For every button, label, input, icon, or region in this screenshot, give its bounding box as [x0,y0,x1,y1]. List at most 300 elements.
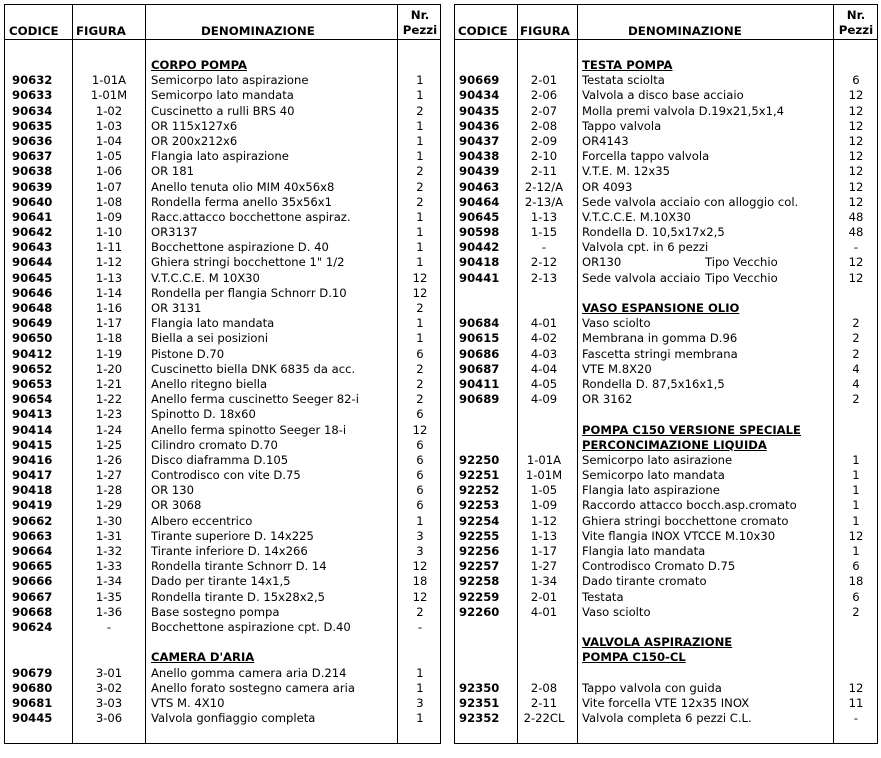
figure-ref: 4-01 [530,604,558,619]
part-quantity: 12 [848,103,864,118]
part-code: 90411 [459,376,500,391]
figure-ref: 4-02 [530,331,558,346]
part-description: V.T.C.C.E. M 10X30 [151,270,260,285]
table-row [455,119,877,134]
parts-table-left [4,4,441,744]
table-row [5,180,440,195]
table-row [455,392,877,407]
part-quantity: 12 [412,589,428,604]
part-description: Pistone D.70 [151,346,225,361]
figure-ref: 1-11 [95,240,123,255]
spacer-row [455,407,877,422]
figure-ref: 1-19 [95,346,123,361]
part-quantity: 3 [416,528,424,543]
part-description: OR 130 [151,483,194,498]
table-row [5,347,440,362]
part-description: Ghiera stringi bocchettone 1" 1/2 [151,255,345,270]
figure-ref: 2-22CL [523,711,565,726]
figure-ref: - [541,240,547,255]
table-row [5,438,440,453]
part-code: 90684 [459,316,500,331]
part-quantity: 6 [416,437,424,452]
part-quantity: 2 [416,103,424,118]
spacer-row [455,666,877,681]
part-description: Anello ferma spinotto Seeger 18-i [151,422,347,437]
part-code: 90653 [12,376,53,391]
part-code: 90679 [12,665,53,680]
figure-ref: 1-16 [95,301,123,315]
part-description: Testata sciolta [582,73,665,88]
header-nr-pezzi: Nr. Pezzi [838,8,874,37]
part-description: Vaso sciolto [582,604,651,619]
part-quantity: 6 [416,346,424,361]
part-description: Semicorpo lato mandata [582,468,725,483]
part-code: 90416 [12,452,53,467]
part-code: 90438 [459,149,500,164]
part-note: Tipo Vecchio [705,255,778,270]
part-code: 90686 [459,346,500,361]
part-quantity: 4 [852,361,860,376]
part-code: 92260 [459,604,500,619]
part-description: VTE M.8X20 [582,361,652,376]
part-quantity: 1 [416,711,424,726]
part-quantity: 12 [848,680,864,695]
table-row [455,134,877,149]
part-code: 92252 [459,483,500,498]
figure-ref: 1-31 [95,528,123,543]
part-description: OR4143 [582,133,629,148]
part-code: 90415 [12,437,53,452]
figure-ref: 1-12 [95,255,123,270]
part-quantity: 2 [852,346,860,361]
part-quantity: 1 [416,240,424,255]
figure-ref: 1-05 [530,483,558,498]
figure-ref: 4-05 [530,376,558,391]
table-row [5,225,440,240]
table-row [455,590,877,605]
part-description: Anello ritegno biella [151,376,268,391]
table-row [5,286,440,301]
table-row [455,377,877,392]
part-description: Sede valvola acciaio [582,270,701,285]
figure-ref: 2-07 [530,103,558,118]
part-code: 90437 [459,133,500,148]
part-quantity: 48 [848,225,864,240]
figure-ref: 1-02 [95,103,123,118]
figure-ref: 1-09 [95,209,123,224]
part-description: Membrana in gomma D.96 [582,331,738,346]
part-code: 92256 [459,544,500,558]
spacer-row [455,620,877,635]
table-row [5,255,440,270]
part-code: 90639 [12,179,53,194]
table-row [5,681,440,696]
part-code: 90417 [12,468,53,483]
part-quantity: 6 [852,559,860,574]
figure-ref: 1-01M [90,88,128,103]
part-description: Flangia lato aspirazione [151,149,289,164]
figure-ref: 1-03 [95,118,123,133]
part-quantity: - [853,240,859,255]
part-description: Bocchettone aspirazione cpt. D.40 [151,619,351,634]
section-title [455,650,877,665]
part-code: 92253 [459,498,500,513]
table-row [455,347,877,362]
part-quantity: 12 [412,422,428,437]
table-row [5,316,440,331]
part-code: 90434 [459,88,500,103]
table-row [5,574,440,589]
figure-ref: 1-07 [95,179,123,194]
part-description: Valvola a disco base acciaio [582,88,744,103]
part-description: Semicorpo lato asirazione [582,452,733,467]
figure-ref: 1-26 [95,452,123,467]
table-row [455,104,877,119]
part-description: Valvola cpt. in 6 pezzi [582,240,709,255]
figure-ref: 1-18 [95,331,123,346]
table-row [455,605,877,620]
part-code: 90624 [12,619,53,634]
figure-ref: 4-01 [530,316,558,331]
table-row [455,271,877,286]
figure-ref: 1-28 [95,483,123,498]
part-code: 92251 [459,468,500,483]
part-code: 90445 [12,711,53,726]
part-code: 90442 [459,240,500,255]
figure-ref: 2-01 [530,589,558,604]
part-quantity: 3 [416,544,424,558]
figure-ref: 1-09 [530,498,558,513]
table-row [5,544,440,559]
figure-ref: 1-27 [95,468,123,483]
figure-ref: 1-17 [95,316,123,331]
part-code: 90413 [12,407,53,422]
part-quantity: 1 [416,680,424,695]
part-quantity: - [853,711,859,726]
part-code: 90668 [12,604,53,619]
table-row [455,164,877,179]
part-description: Rondella tirante Schnorr D. 14 [151,559,327,574]
part-quantity: 12 [848,149,864,164]
table-row [5,164,440,179]
table-row [455,331,877,346]
part-code: 90652 [12,361,53,376]
part-quantity: 6 [416,498,424,513]
figure-ref: 1-17 [530,544,558,558]
part-quantity: 1 [416,73,424,88]
part-quantity: 12 [848,88,864,103]
part-description: Valvola completa 6 pezzi C.L. [582,711,752,726]
part-code: 90635 [12,118,53,133]
part-quantity: 2 [416,604,424,619]
part-description: Dado per tirante 14x1,5 [151,574,291,589]
table-row [455,468,877,483]
figure-ref: 1-25 [95,437,123,452]
part-quantity: 1 [416,255,424,270]
section-title [455,301,877,316]
table-row [5,331,440,346]
part-quantity: 12 [412,559,428,574]
part-description: Vite forcella VTE 12x35 INOX [582,695,750,710]
part-description: Anello forato sostegno camera aria [151,680,356,695]
table-row [5,104,440,119]
part-description: Tirante superiore D. 14x225 [151,528,314,543]
figure-ref: 1-34 [95,574,123,589]
header-figura: FIGURA [520,24,570,38]
section-title [455,438,877,453]
part-code: 90414 [12,422,53,437]
part-quantity: 1 [852,452,860,467]
table-row [455,316,877,331]
part-quantity: 2 [852,331,860,346]
part-description: Rondella tirante D. 15x28x2,5 [151,589,326,604]
part-code: 90681 [12,695,53,710]
figure-ref: 1-29 [95,498,123,513]
part-quantity: 2 [416,376,424,391]
figure-ref: 1-01M [525,468,563,483]
table-row [5,711,440,726]
part-description: Flangia lato mandata [151,316,275,331]
part-code: 90667 [12,589,53,604]
table-row [455,681,877,696]
part-code: 90441 [459,270,500,285]
part-quantity: 2 [416,392,424,407]
part-code: 92255 [459,528,500,543]
figure-ref: 2-08 [530,118,558,133]
part-code: 90640 [12,194,53,209]
part-quantity: 12 [848,194,864,209]
table-row [5,620,440,635]
part-quantity: 1 [416,316,424,331]
part-description: Rondella D. 87,5x16x1,5 [582,376,725,391]
section-title-text: PERCONCIMAZIONE LIQUIDA [582,437,767,452]
table-row [455,362,877,377]
section-title-text: POMPA C150 VERSIONE SPECIALE [582,422,801,437]
part-quantity: 1 [416,209,424,224]
header-denominazione: DENOMINAZIONE [628,24,742,38]
part-quantity: 1 [852,544,860,558]
part-description: Bocchettone aspirazione D. 40 [151,240,329,255]
section-title-text: CAMERA D'ARIA [151,650,255,665]
part-quantity: 1 [416,133,424,148]
part-note: Tipo Vecchio [705,270,778,285]
table-row [5,73,440,88]
section-title-text: CORPO POMPA [151,58,247,72]
part-code: 92351 [459,695,500,710]
part-quantity: 6 [852,73,860,88]
table-row [455,255,877,270]
part-code: 90664 [12,544,53,558]
part-quantity: 12 [848,255,864,270]
table-row [455,483,877,498]
figure-ref: 1-15 [530,225,558,240]
table-row [5,362,440,377]
part-code: 90641 [12,209,53,224]
part-description: Cilindro cromato D.70 [151,437,278,452]
part-code: 90643 [12,240,53,255]
part-quantity: 12 [848,133,864,148]
part-quantity: 3 [416,695,424,710]
header-codice: CODICE [458,24,508,38]
part-description: VTS M. 4X10 [151,695,225,710]
part-quantity: 2 [416,301,424,315]
table-row [455,88,877,103]
part-code: 90687 [459,361,500,376]
part-description: Raccordo attacco bocch.asp.cromato [582,498,797,513]
part-code: 90464 [459,194,500,209]
part-quantity: 6 [416,483,424,498]
figure-ref: 1-27 [530,559,558,574]
part-quantity: 18 [848,574,864,589]
figure-ref: 1-01A [91,73,127,88]
part-description: Fascetta stringi membrana [582,346,738,361]
section-title [5,58,440,73]
part-code: 90665 [12,559,53,574]
figure-ref: - [106,619,112,634]
table-row [5,529,440,544]
figure-ref: 1-13 [95,270,123,285]
header-nr-pezzi: Nr. Pezzi [402,8,438,37]
part-description: Flangia lato mandata [582,544,706,558]
part-quantity: 11 [848,695,864,710]
part-quantity: 12 [412,285,428,300]
part-description: Semicorpo lato mandata [151,88,294,103]
table-row [5,134,440,149]
part-quantity: 1 [852,483,860,498]
part-description: Base sostegno pompa [151,604,280,619]
part-code: 92259 [459,589,500,604]
figure-ref: 1-23 [95,407,123,422]
section-title [455,635,877,650]
part-quantity: 12 [848,118,864,133]
figure-ref: 1-30 [95,513,123,528]
figure-ref: 4-04 [530,361,558,376]
part-description: Albero eccentrico [151,513,253,528]
figure-ref: 2-01 [530,73,558,88]
figure-ref: 1-34 [530,574,558,589]
part-code: 90680 [12,680,53,695]
part-code: 90636 [12,133,53,148]
figure-ref: 1-12 [530,513,558,528]
part-description: Racc.attacco bocchettone aspiraz. [151,209,351,224]
figure-ref: 3-01 [95,665,123,680]
table-row [5,514,440,529]
part-description: Tappo valvola [582,118,662,133]
figure-ref: 2-06 [530,88,558,103]
section-title-text: TESTA POMPA [582,58,673,72]
table-row [5,453,440,468]
table-row [455,73,877,88]
section-title-text: POMPA C150-CL [582,650,686,665]
part-description: Sede valvola acciaio con alloggio col. [582,194,799,209]
figure-ref: 1-05 [95,149,123,164]
part-description: Anello ferma cuscinetto Seeger 82-i [151,392,359,407]
part-quantity: - [417,619,423,634]
table-row [455,195,877,210]
figure-ref: 1-08 [95,194,123,209]
part-code: 90649 [12,316,53,331]
table-row [455,498,877,513]
table-row [455,574,877,589]
figure-ref: 1-06 [95,164,123,179]
table-row [5,696,440,711]
table-row [5,195,440,210]
part-description: OR3137 [151,225,198,240]
table-row [455,149,877,164]
header-denominazione: DENOMINAZIONE [201,24,315,38]
part-description: V.T.C.C.E. M.10X30 [582,209,691,224]
table-row [5,392,440,407]
figure-ref: 1-13 [530,209,558,224]
part-quantity: 1 [416,225,424,240]
figure-ref: 4-09 [530,392,558,407]
part-code: 90412 [12,346,53,361]
table-row [5,210,440,225]
figure-ref: 1-04 [95,133,123,148]
part-code: 90615 [459,331,500,346]
part-quantity: 12 [848,528,864,543]
part-description: Molla premi valvola D.19x21,5x1,4 [582,103,785,118]
table-row [5,423,440,438]
part-quantity: 2 [416,164,424,179]
section-title [455,423,877,438]
table-row [5,483,440,498]
part-code: 90439 [459,164,500,179]
part-quantity: 2 [852,604,860,619]
part-description: Tappo valvola con guida [582,680,722,695]
part-quantity: 1 [416,331,424,346]
part-description: Anello tenuta olio MIM 40x56x8 [151,179,335,194]
figure-ref: 3-06 [95,711,123,726]
table-row [5,407,440,422]
part-description: Anello gomma camera aria D.214 [151,665,347,680]
part-description: OR 3162 [582,392,633,407]
figure-ref: 1-32 [95,544,123,558]
table-row [5,498,440,513]
part-code: 90650 [12,331,53,346]
section-title-text: VALVOLA ASPIRAZIONE [582,635,733,650]
part-code: 92250 [459,452,500,467]
section-title-text: VASO ESPANSIONE OLIO [582,301,740,315]
table-row [5,590,440,605]
part-code: 90666 [12,574,53,589]
figure-ref: 2-10 [530,149,558,164]
part-quantity: 1 [416,118,424,133]
part-quantity: 2 [852,316,860,331]
part-code: 90638 [12,164,53,179]
table-row [5,468,440,483]
part-code: 90645 [12,270,53,285]
part-description: OR 4093 [582,179,633,194]
header-codice: CODICE [9,24,59,38]
table-row [455,514,877,529]
figure-ref: 1-14 [95,285,123,300]
table-row [5,119,440,134]
part-code: 90644 [12,255,53,270]
figure-ref: 1-13 [530,528,558,543]
table-row [5,149,440,164]
part-quantity: 12 [848,270,864,285]
header-figura: FIGURA [76,24,126,38]
part-description: Vite flangia INOX VTCCE M.10x30 [582,528,776,543]
figure-ref: 2-09 [530,133,558,148]
table-row [5,271,440,286]
spacer-row [5,635,440,650]
figure-ref: 1-33 [95,559,123,574]
part-quantity: 1 [852,468,860,483]
part-code: 90663 [12,528,53,543]
part-code: 90463 [459,179,500,194]
